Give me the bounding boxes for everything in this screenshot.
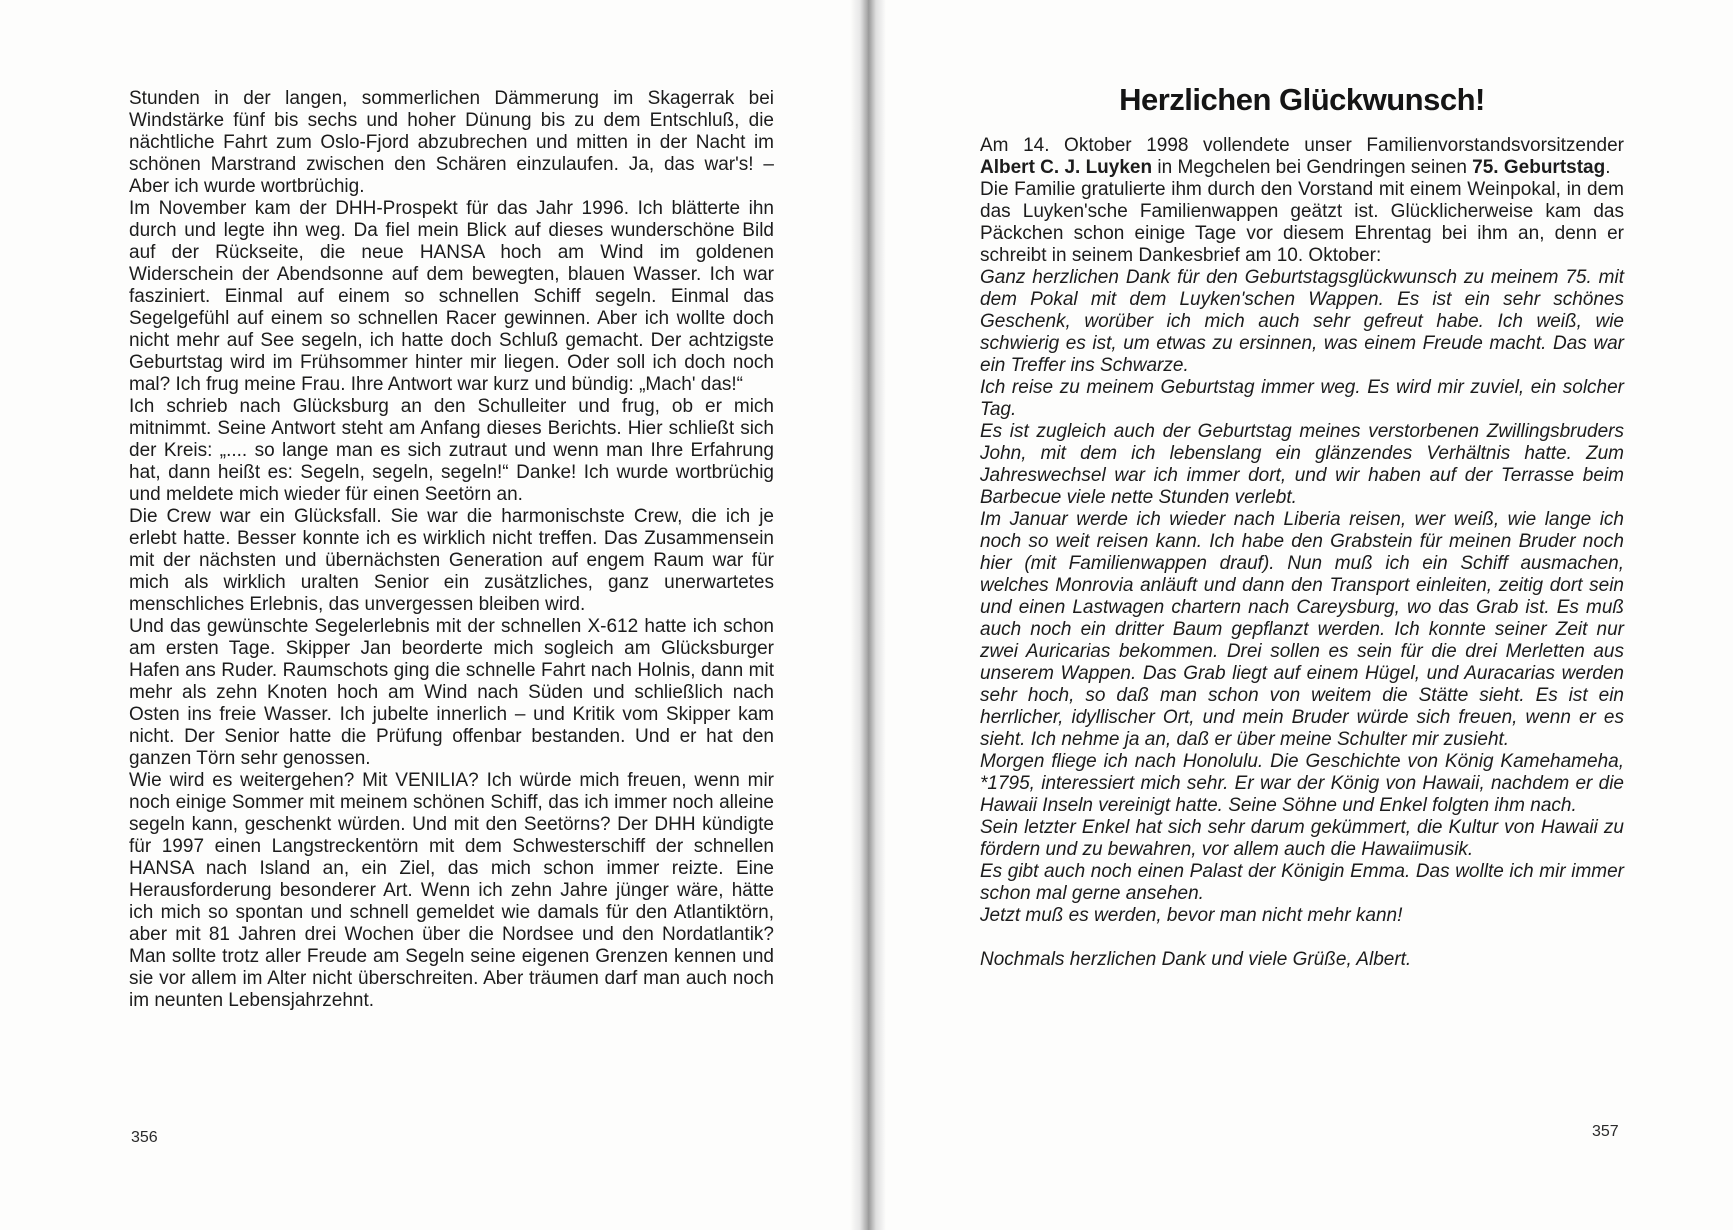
- intro-paragraph: [980, 135, 1624, 179]
- letter-paragraph: Ich reise zu meinem Geburtstag immer weg. Es wird mir zuviel, ein solcher Tag.: [980, 377, 1624, 420]
- letter-paragraph: Im Januar werde ich wieder nach Liberia reisen, wer weiß, wie lange ich noch so weit reisen kann. Ich habe den Grabstein für meinen Bruder noch hier (mit Familienwappen drauf). Nun muß ich ein Schiff ausmachen, welches Monrovia anläuft und dann den Transport einleiten, zeitig dort sein und einen Lastwagen chartern nach Careysburg, wo das Grab ist. Es muß auch noch ein dritter Baum gepflanzt werden. Ich konnte seiner Zeit nur zwei Auricarias bekommen. Drei sollen es sein für die drei Merletten aus unserem Wappen. Das Grab liegt auf einem Hügel, und Auracarias werden sehr hoch, so daß man schon von weitem die Stätte sieht. Es ist ein herrlicher, idyllischer Ort, und mein Bruder würde sich freuen, wenn er es sieht. Ich nehme ja an, daß er über meine Schulter mir zusieht.: [980, 509, 1624, 750]
- letter-paragraph: Ganz herzlichen Dank für den Geburtstagsglückwunsch zu meinem 75. mit dem Pokal mit dem Luyken'schen Wappen. Es ist ein sehr schönes Geschenk, worüber ich mich auch sehr gefreut habe. Ich weiß, wie schwierig es ist, um etwas zu ersinnen, was einem Freude macht. Das war ein Treffer ins Schwarze.: [980, 267, 1624, 376]
- left-paragraph: Stunden in der langen, sommerlichen Dämmerung im Skagerrak bei Windstärke fünf bis sechs und hoher Dünung bis zu dem Entschluß, die nächtliche Fahrt zum Oslo-Fjord abzubrechen und mitten in der Nacht im schönen Marstrand zwischen den Schären einzulaufen. Ja, das war's! – Aber ich wurde wortbrüchig.: [129, 88, 774, 197]
- page-number-left: 356: [131, 1129, 158, 1146]
- left-paragraph: Und das gewünschte Segelerlebnis mit der schnellen X-612 hatte ich schon am ersten Tage. Skipper Jan beorderte mich sogleich am Glücksburger Hafen ans Ruder. Raumschots ging die schnelle Fahrt nach Holnis, dann mit mehr als zehn Knoten hoch am Wind nach Süden und schließlich nach Osten ins freie Wasser. Ich jubelte innerlich – und Kritik vom Skipper kam nicht. Der Senior hatte die Prüfung offenbar bestanden. Und er hat den ganzen Törn sehr genossen.: [129, 616, 774, 769]
- intro-text: in Megchelen bei Gendringen seinen: [1152, 157, 1473, 178]
- left-paragraph: Im November kam der DHH-Prospekt für das Jahr 1996. Ich blätterte ihn durch und legte ihn weg. Da fiel mein Blick auf dieses wunderschöne Bild auf der Rückseite, die neue HANSA hoch am Wind im goldenen Widerschein der Abendsonne auf dem bewegten, blauen Wasser. Ich war fasziniert. Einmal auf einem so schnellen Schiff segeln. Einmal das Segelgefühl auf einem so schnellen Racer gewinnen. Aber ich wollte doch nicht mehr auf See segeln, ich hatte doch Schluß gemacht. Der achtzigste Geburtstag wird im Frühsommer hinter mir liegen. Oder soll ich doch noch mal? Ich frug meine Frau. Ihre Antwort war kurz und bündig: „Mach' das!“: [129, 198, 774, 395]
- birthday-label: 75. Geburtstag: [1472, 157, 1606, 178]
- right-page-text: [980, 135, 1624, 971]
- book-gutter: [850, 0, 886, 1230]
- letter-paragraph: Es ist zugleich auch der Geburtstag meines verstorbenen Zwillingsbruders John, mit dem ich lebenslang ein glänzendes Verhältnis hatte. Zum Jahreswechsel war ich immer dort, und wir haben auf der Terrasse beim Barbecue viele nette Stunden verlebt.: [980, 421, 1624, 508]
- intro-text: Am 14. Oktober 1998 vollendete unser Familienvorstandsvorsitzender: [980, 135, 1624, 156]
- family-paragraph: Die Familie gratulierte ihm durch den Vorstand mit einem Weinpokal, in dem das Luyken'sche Familienwappen geätzt ist. Glücklicherweise kam das Päckchen schon einige Tage vor diesem Ehrentag bei ihm an, denn er schreibt in seinem Dankesbrief am 10. Oktober:: [980, 179, 1624, 266]
- left-paragraph: Ich schrieb nach Glücksburg an den Schulleiter und frug, ob er mich mitnimmt. Seine Antwort steht am Anfang dieses Berichts. Hier schließt sich der Kreis: „.... so lange man es sich zutraut und wenn man Ihre Erfahrung hat, dann heißt es: Segeln, segeln, segeln!“ Danke! Ich wurde wortbrüchig und meldete mich wieder für einen Seetörn an.: [129, 396, 774, 505]
- left-page-text: [129, 88, 774, 1012]
- left-paragraph: Wie wird es weitergehen? Mit VENILIA? Ich würde mich freuen, wenn mir noch einige Sommer mit meinem schönen Schiff, das ich immer noch alleine segeln kann, geschenkt würden. Und mit den Seetörns? Der DHH kündigte für 1997 einen Langstreckentörn mit dem Schwesterschiff der schnellen HANSA nach Island an, ein Ziel, das mich schon immer reizte. Eine Herausforderung besonderer Art. Wenn ich zehn Jahre jünger wäre, hätte ich mich so spontan und schnell gemeldet wie damals für den Atlantiktörn, aber mit 81 Jahren drei Wochen über die Nordsee und den Nordatlantik? Man sollte trotz aller Freude am Segeln seine eigenen Grenzen kennen und sie vor allem im Alter nicht überschreiten. Aber träumen darf man auch noch im neunten Lebensjahrzehnt.: [129, 770, 774, 1011]
- spacer: [980, 927, 1624, 949]
- article-title: Herzlichen Glückwunsch!: [1119, 82, 1485, 117]
- honoree-name: Albert C. J. Luyken: [980, 157, 1153, 178]
- letter-paragraph: Sein letzter Enkel hat sich sehr darum gekümmert, die Kultur von Hawaii zu fördern und zu bewahren, vor allem auch die Hawaiimusik.: [980, 817, 1624, 860]
- letter-paragraph: Es gibt auch noch einen Palast der Königin Emma. Das wollte ich mir immer schon mal gerne ansehen.: [980, 861, 1624, 904]
- letter-quote: [980, 267, 1624, 971]
- left-paragraph: Die Crew war ein Glücksfall. Sie war die harmonischste Crew, die ich je erlebt hatte. Besser konnte ich es wirklich nicht treffen. Das Zusammensein mit der nächsten und übernächsten Generation auf engem Raum war für mich als wirklich uralten Senior ein zusätzliches, ganz unerwartetes menschliches Erlebnis, das unvergessen bleiben wird.: [129, 506, 774, 615]
- letter-paragraph: Morgen fliege ich nach Honolulu. Die Geschichte von König Kamehameha, *1795, interessiert mich sehr. Er war der König von Hawaii, nachdem er die Hawaii Inseln vereinigt hatte. Seine Söhne und Enkel folgten ihm nach.: [980, 751, 1624, 816]
- letter-paragraph: Jetzt muß es werden, bevor man nicht mehr kann!: [980, 905, 1403, 926]
- page-number-right: 357: [1592, 1123, 1619, 1140]
- intro-text: .: [1605, 157, 1611, 178]
- letter-closing: Nochmals herzlichen Dank und viele Grüße, Albert.: [980, 949, 1412, 970]
